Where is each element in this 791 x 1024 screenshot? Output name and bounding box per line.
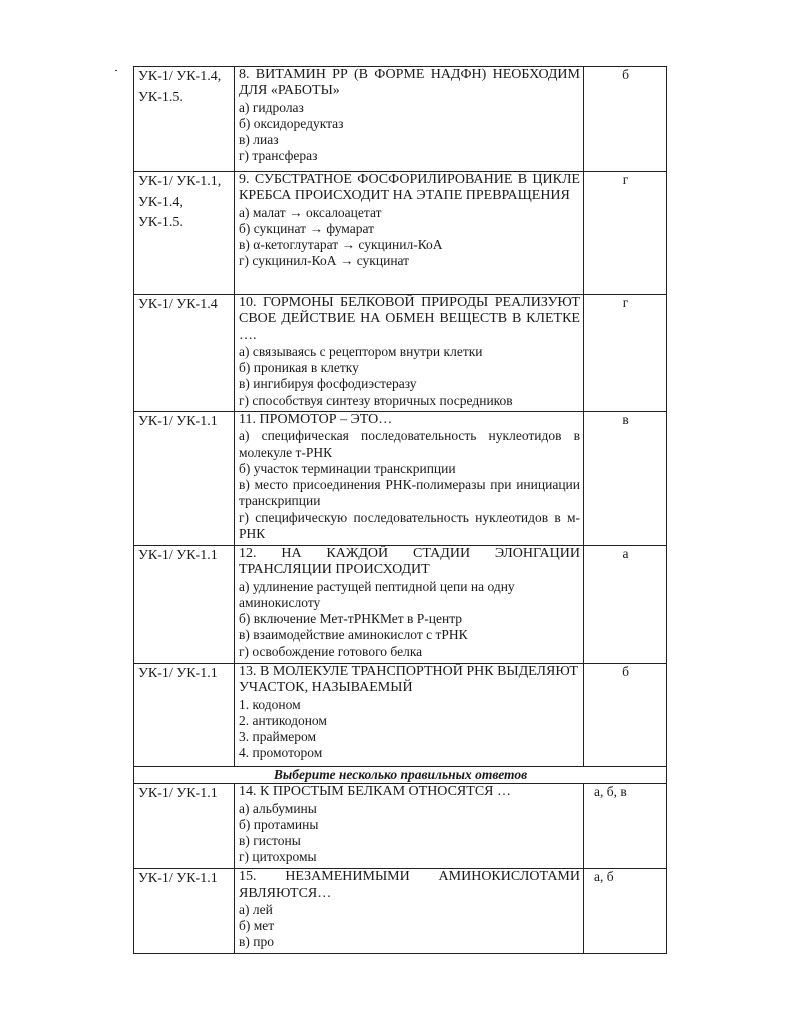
answer-option: а) гидролаз xyxy=(239,99,304,115)
competency-codes: УК-1/ УК-1.1 xyxy=(134,546,235,664)
correct-answer: г xyxy=(584,295,667,412)
scan-mark xyxy=(115,70,117,71)
question-row-12 xyxy=(134,546,667,664)
answer-option: б) оксидоредуктаз xyxy=(239,115,344,131)
question-cell xyxy=(235,412,584,546)
answer-option: г) цитохромы xyxy=(239,849,317,865)
correct-answer: б xyxy=(584,664,667,767)
answer-option: а) малат → оксалоацетат xyxy=(239,204,382,220)
question-text: 10. ГОРМОНЫ БЕЛКОВОЙ ПРИРОДЫ РЕАЛИЗУЮТ СВОЕ ДЕЙСТВИЕ НА ОБМЕН ВЕЩЕСТВ В КЛЕТКЕ …. xyxy=(239,295,580,343)
answer-option: б) проникая в клетку xyxy=(239,360,359,376)
answer-option: в) α-кетоглутарат → сукцинил-КоА xyxy=(239,237,443,253)
competency-codes: УК-1/ УК-1.1 xyxy=(134,869,235,954)
correct-answer: г xyxy=(584,172,667,295)
answer-option: а) специфическая последовательность нуклеотидов в молекуле т-РНК xyxy=(239,428,580,460)
answer-option: г) трансфераз xyxy=(239,148,318,164)
test-table xyxy=(133,66,667,954)
answer-option: 1. кодоном xyxy=(239,696,301,712)
question-text: 13. В МОЛЕКУЛЕ ТРАНСПОРТНОЙ РНК ВЫДЕЛЯЮТ УЧАСТОК, НАЗЫВАЕМЫЙ xyxy=(239,664,578,696)
question-text: 9. СУБСТРАТНОЕ ФОСФОРИЛИРОВАНИЕ В ЦИКЛЕ КРЕБСА ПРОИСХОДИТ НА ЭТАПЕ ПРЕВРАЩЕНИЯ xyxy=(239,172,580,204)
question-cell xyxy=(235,664,584,767)
question-row-11 xyxy=(134,412,667,546)
question-cell xyxy=(235,172,584,295)
question-row-10 xyxy=(134,295,667,412)
correct-answer: в xyxy=(584,412,667,546)
question-cell xyxy=(235,295,584,412)
competency-codes: УК-1/ УК-1.4, УК-1.5. xyxy=(134,67,235,172)
competency-codes: УК-1/ УК-1.4 xyxy=(134,295,235,412)
question-cell xyxy=(235,546,584,664)
correct-answer: б xyxy=(584,67,667,172)
answer-option: б) протамины xyxy=(239,816,319,832)
answer-option: 2. антикодоном xyxy=(239,712,327,728)
answer-option: а) удлинение растущей пептидной цепи на одну аминокислоту xyxy=(239,578,515,610)
correct-answer: а xyxy=(584,546,667,664)
answer-option: в) взаимодействие аминокислот с тРНК xyxy=(239,627,468,643)
question-text: 11. ПРОМОТОР – ЭТО… xyxy=(239,412,393,427)
question-row-8 xyxy=(134,67,667,172)
answer-option: г) освобождение готового белка xyxy=(239,643,423,659)
question-text: 8. ВИТАМИН РР (В ФОРМЕ НАДФН) НЕОБХОДИМ ДЛЯ «РАБОТЫ» xyxy=(239,67,580,99)
answer-option: в) гистоны xyxy=(239,833,301,849)
answer-option: 4. промотором xyxy=(239,745,323,761)
answer-option: в) про xyxy=(239,934,274,950)
answer-option: а) альбумины xyxy=(239,800,317,816)
correct-answer: а, б, в xyxy=(584,784,667,869)
answer-option: б) участок терминации транскрипции xyxy=(239,460,456,476)
competency-codes: УК-1/ УК-1.1, УК-1.4, УК-1.5. xyxy=(134,172,235,295)
answer-option: в) лиаз xyxy=(239,132,279,148)
answer-option: а) связываясь с рецептором внутри клетки xyxy=(239,343,483,359)
section-header: Выберите несколько правильных ответов xyxy=(134,767,667,784)
question-row-9 xyxy=(134,172,667,295)
answer-option: г) специфическую последовательность нуклеотидов в м-РНК xyxy=(239,509,580,542)
question-cell xyxy=(235,67,584,172)
answer-option: г) сукцинил-КоА → сукцинат xyxy=(239,253,410,269)
question-row-13 xyxy=(134,664,667,767)
answer-option: а) лей xyxy=(239,901,273,917)
answer-option: в) место присоединения РНК-полимеразы при инициации транскрипции xyxy=(239,477,580,509)
competency-codes: УК-1/ УК-1.1 xyxy=(134,664,235,767)
question-text: 15. НЕЗАМЕНИМЫМИ АМИНОКИСЛОТАМИ ЯВЛЯЮТСЯ… xyxy=(239,869,580,901)
question-text: 12. НА КАЖДОЙ СТАДИИ ЭЛОНГАЦИИ ТРАНСЛЯЦИИ ПРОИСХОДИТ xyxy=(239,546,580,578)
competency-codes: УК-1/ УК-1.1 xyxy=(134,412,235,546)
question-text: 14. К ПРОСТЫМ БЕЛКАМ ОТНОСЯТСЯ … xyxy=(239,784,511,800)
answer-option: в) ингибируя фосфодиэстеразу xyxy=(239,376,417,392)
answer-option: б) мет xyxy=(239,918,275,934)
question-cell xyxy=(235,784,584,869)
section-header-row xyxy=(134,767,667,784)
question-cell xyxy=(235,869,584,954)
competency-codes: УК-1/ УК-1.1 xyxy=(134,784,235,869)
answer-option: 3. праймером xyxy=(239,729,317,745)
answer-option: б) сукцинат → фумарат xyxy=(239,220,375,236)
answer-option: г) способствуя синтезу вторичных посредников xyxy=(239,392,513,408)
question-row-14 xyxy=(134,784,667,869)
question-row-15 xyxy=(134,869,667,954)
answer-option: б) включение Мет-тРНКМет в Р-центр xyxy=(239,611,463,627)
correct-answer: а, б xyxy=(584,869,667,954)
